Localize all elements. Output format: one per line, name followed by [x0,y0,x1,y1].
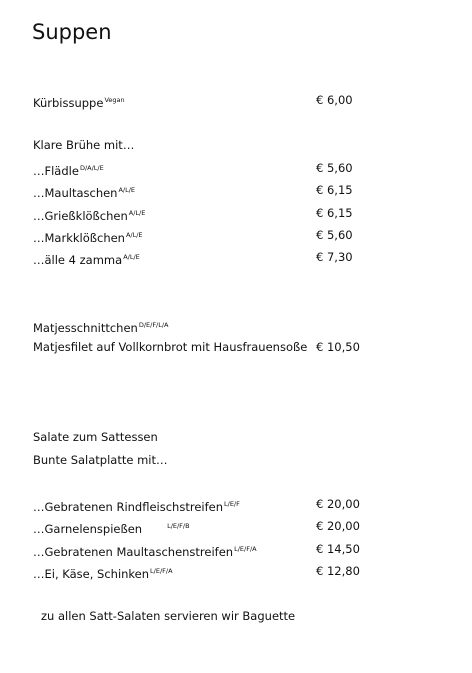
item-name: …Flädle [33,164,79,178]
item-name: Bunte Salatplatte mit… [33,453,168,467]
item-name: Matjesschnittchen [33,321,138,335]
menu-item [33,540,443,558]
item-allergens: L/E/F/A [234,545,257,553]
menu-item [33,181,443,199]
item-price: € 10,50 [316,340,360,354]
item-allergens: L/E/F [224,500,240,508]
item-name: …Markklößchen [33,231,125,245]
item-price: € 20,00 [316,519,360,533]
menu-item [33,136,443,154]
item-allergens: L/E/F/A [150,567,173,575]
item-allergens: A/L/E [123,253,140,261]
item-price: € 6,15 [316,183,353,197]
menu-item [33,316,443,334]
item-name: …älle 4 zamma [33,253,123,267]
item-price: € 6,15 [316,206,353,220]
item-name: …Grießklößchen [33,209,128,223]
menu-item [33,428,443,446]
item-price: € 12,80 [316,564,360,578]
page-title: Suppen [32,20,112,44]
item-allergens: Vegan [104,96,125,104]
item-name: Salate zum Sattessen [33,430,158,444]
menu-item [33,91,443,109]
item-price: € 20,00 [316,497,360,511]
menu-item [33,226,443,244]
item-allergens: A/L/E [118,186,136,194]
menu-item [33,562,443,580]
item-name: Klare Brühe mit… [33,138,135,152]
footer-note: zu allen Satt-Salaten servieren wir Baguette [41,609,296,623]
item-name: …Maultaschen [33,186,118,200]
item-price: € 6,00 [316,93,353,107]
menu-item [33,204,443,222]
item-name: Kürbissuppe [33,96,104,110]
item-allergens: A/L/E [128,209,146,217]
item-price: € 14,50 [316,542,360,556]
item-price: € 5,60 [316,228,353,242]
item-name: …Gebratenen Rindfleischstreifen [33,500,224,514]
item-price: € 7,30 [316,250,353,264]
menu-item [33,248,443,266]
menu-item [33,451,443,469]
menu-item [33,159,443,177]
item-allergens: D/A/L/E [79,164,104,172]
menu-item [33,338,443,356]
item-allergens: A/L/E [125,231,143,239]
item-name: …Garnelenspießen [33,522,143,536]
item-name: …Gebratenen Maultaschenstreifen [33,545,234,559]
item-allergens: D/E/F/L/A [138,321,169,329]
item-name: Matjesfilet auf Vollkornbrot mit Hausfrauensoße [33,340,308,354]
menu-item [33,517,443,535]
item-name: …Ei, Käse, Schinken [33,567,150,581]
menu-item [33,495,443,513]
item-price: € 5,60 [316,161,353,175]
item-allergens: L/E/F/B [167,522,190,530]
